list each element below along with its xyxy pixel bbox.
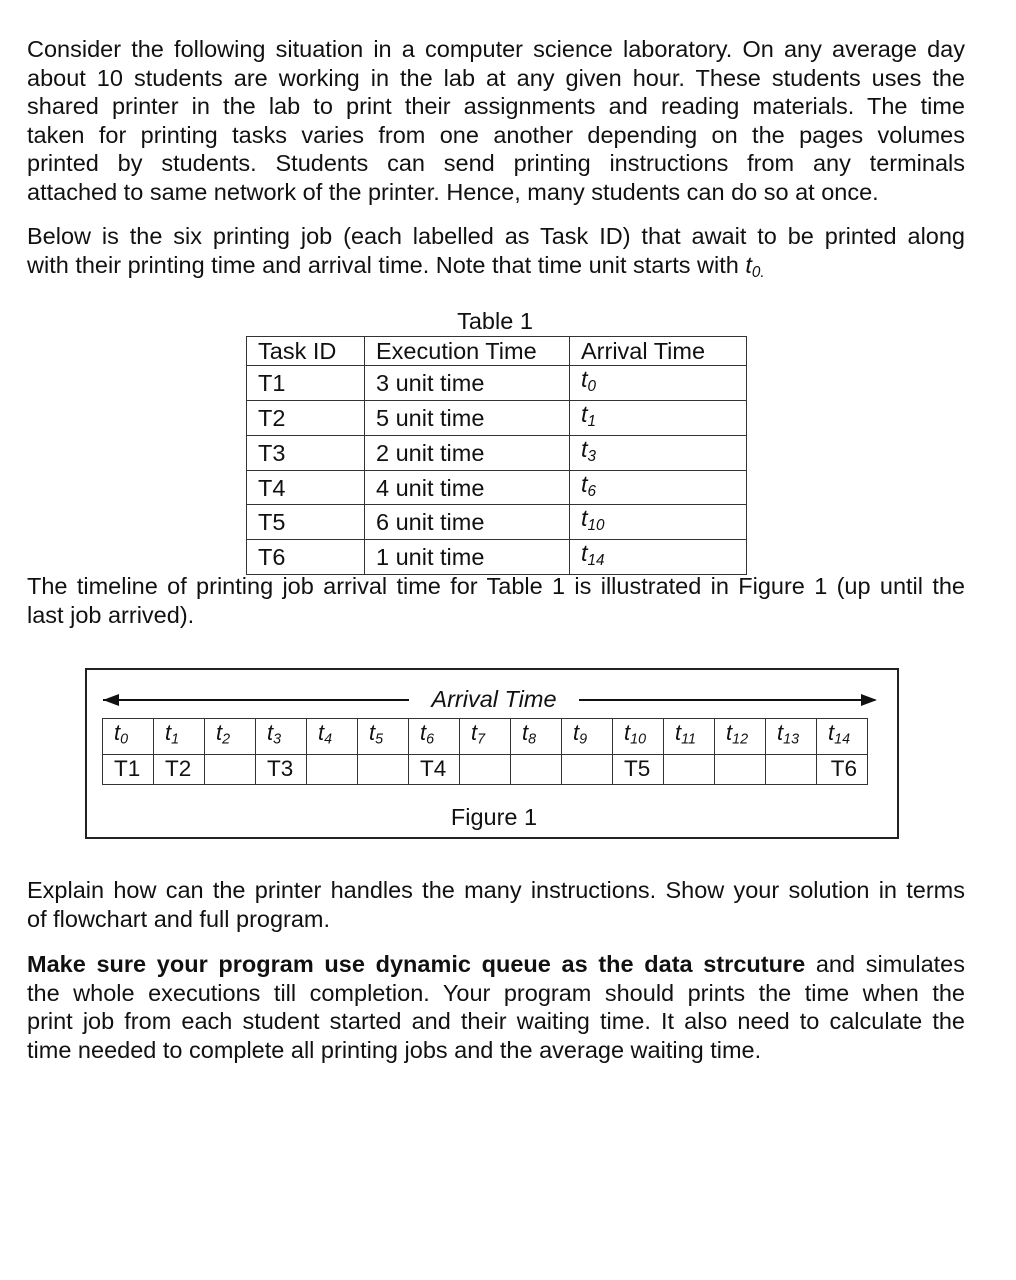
time-var: t <box>581 435 588 462</box>
time-subscript: 13 <box>783 731 800 748</box>
cell-task-id: T2 <box>247 401 365 436</box>
timeline-time-cell <box>817 719 868 755</box>
task-table <box>246 336 747 575</box>
time-var: t <box>828 720 835 745</box>
time-var: t <box>369 720 376 745</box>
timeline-job-cell <box>664 754 715 784</box>
cell-task-id: T4 <box>247 470 365 505</box>
time-subscript: 0. <box>751 263 765 281</box>
time-subscript: 1 <box>171 731 180 748</box>
time-var: t <box>216 720 223 745</box>
time-var: t <box>114 720 121 745</box>
timeline-job-cell <box>358 754 409 784</box>
text-line: taken for printing tasks varies from one another depending on the pages volumes <box>27 121 965 148</box>
timeline-job-cell: T5 <box>613 754 664 784</box>
time-var: t <box>522 720 529 745</box>
timeline-time-row <box>103 719 868 755</box>
timeline-time-cell <box>307 719 358 755</box>
time-var: t <box>267 720 274 745</box>
table-row <box>247 366 747 401</box>
cell-execution-time: 1 unit time <box>365 540 570 575</box>
time-var: t <box>581 401 588 427</box>
text-line: about 10 students are working in the lab at any given hour. These students uses the <box>27 64 965 91</box>
time-subscript: 11 <box>681 731 696 748</box>
timeline-job-cell: T4 <box>409 754 460 784</box>
timeline-time-cell <box>715 719 766 755</box>
cell-arrival-time <box>570 366 747 401</box>
time-subscript: 14 <box>587 552 605 570</box>
timeline-time-cell <box>103 719 154 755</box>
paragraph-question <box>27 876 965 933</box>
timeline-time-cell <box>205 719 256 755</box>
time-subscript: 10 <box>630 731 647 748</box>
cell-execution-time: 4 unit time <box>365 470 570 505</box>
time-subscript: 4 <box>324 731 333 748</box>
time-subscript: 12 <box>732 731 749 748</box>
cell-execution-time: 5 unit time <box>365 401 570 436</box>
text-line: print job from each student started and their waiting time. It also need to calculate the <box>27 1008 965 1035</box>
time-var: t <box>471 720 478 745</box>
timeline-job-cell <box>715 754 766 784</box>
time-var: t <box>581 505 588 532</box>
time-var: t <box>726 720 733 745</box>
time-var: t <box>318 720 325 745</box>
time-subscript: 3 <box>273 731 282 748</box>
text-line: last job arrived). <box>27 601 195 628</box>
time-subscript: 10 <box>587 517 605 535</box>
text-line: the whole executions till completion. Your program should prints the time when the <box>27 979 965 1006</box>
timeline-job-cell <box>766 754 817 784</box>
timeline-time-cell <box>256 719 307 755</box>
timeline-job-cell <box>562 754 613 784</box>
time-subscript: 0 <box>120 731 129 748</box>
time-var: t <box>165 720 172 745</box>
time-variable <box>745 251 765 281</box>
figure-timeline <box>85 668 899 839</box>
cell-execution-time: 6 unit time <box>365 505 570 540</box>
timeline-time-cell <box>664 719 715 755</box>
time-subscript: 14 <box>834 731 851 748</box>
time-subscript: 9 <box>579 731 588 748</box>
text-line: printed by students. Students can send printing instructions from any terminals <box>27 150 965 177</box>
timeline-time-cell <box>562 719 613 755</box>
text-line: shared printer in the lab to print their assignments and reading materials. The time <box>27 93 965 120</box>
cell-task-id: T1 <box>247 366 365 401</box>
cell-arrival-time <box>570 435 747 470</box>
table-row <box>247 470 747 505</box>
text-span: and simulates <box>805 951 965 977</box>
time-subscript: 1 <box>587 412 597 430</box>
bold-requirement: Make sure your program use dynamic queue as the data strcuture <box>27 951 806 977</box>
cell-arrival-time <box>570 470 747 505</box>
timeline-time-cell <box>766 719 817 755</box>
time-var: t <box>573 720 580 745</box>
cell-arrival-time <box>570 401 747 436</box>
cell-task-id: T5 <box>247 505 365 540</box>
cell-execution-time: 2 unit time <box>365 435 570 470</box>
time-subscript: 5 <box>375 731 384 748</box>
timeline-job-cell: T3 <box>256 754 307 784</box>
time-subscript: 2 <box>222 731 231 748</box>
table-title: Table 1 <box>457 308 533 334</box>
header-task-id: Task ID <box>247 337 365 366</box>
timeline-job-cell <box>205 754 256 784</box>
time-var: t <box>581 366 588 393</box>
arrival-time-label: Arrival Time <box>431 686 557 712</box>
timeline-job-cell: T6 <box>817 754 868 784</box>
figure-caption: Figure 1 <box>450 804 538 830</box>
time-subscript: 0 <box>587 378 597 395</box>
text-line <box>27 251 965 287</box>
cell-task-id: T3 <box>247 435 365 470</box>
time-var: t <box>745 251 752 278</box>
timeline-job-cell <box>511 754 562 784</box>
table-row <box>247 435 747 470</box>
timeline-time-cell <box>511 719 562 755</box>
timeline-job-cell <box>307 754 358 784</box>
text-span: with their printing time and arrival time. Note that time unit starts with <box>27 251 746 278</box>
cell-task-id: T6 <box>247 540 365 575</box>
header-arrival-time: Arrival Time <box>570 337 747 366</box>
table-row <box>247 401 747 436</box>
table-header-row <box>247 337 747 366</box>
time-subscript: 7 <box>477 731 486 748</box>
time-var: t <box>675 720 682 745</box>
time-var: t <box>581 470 588 497</box>
time-var: t <box>581 540 588 567</box>
text-line: The timeline of printing job arrival time for Table 1 is illustrated in Figure 1 (up until the <box>27 573 965 599</box>
text-line: Explain how can the printer handles the many instructions. Show your solution in terms <box>27 877 965 903</box>
timeline-time-cell <box>154 719 205 755</box>
text-line: time needed to complete all printing jobs and the average waiting time. <box>27 1036 762 1063</box>
text-line: Consider the following situation in a computer science laboratory. On any average day <box>27 36 965 62</box>
time-subscript: 6 <box>587 482 597 500</box>
time-subscript: 8 <box>528 731 537 748</box>
table-row <box>247 505 747 540</box>
timeline-table <box>102 718 868 785</box>
text-line: attached to same network of the printer. Hence, many students can do so at once. <box>27 178 879 205</box>
timeline-time-cell <box>358 719 409 755</box>
text-line <box>27 950 965 979</box>
paragraph-jobs <box>27 222 965 287</box>
timeline-job-cell: T1 <box>103 754 154 784</box>
time-var: t <box>777 720 784 745</box>
timeline-time-cell <box>409 719 460 755</box>
time-var: t <box>624 720 631 745</box>
task-table-body <box>247 337 747 575</box>
paragraph-timeline <box>27 572 965 629</box>
cell-arrival-time <box>570 505 747 540</box>
timeline-job-cell: T2 <box>154 754 205 784</box>
time-subscript: 3 <box>587 447 597 465</box>
header-execution-time: Execution Time <box>365 337 570 366</box>
cell-arrival-time <box>570 540 747 575</box>
timeline-job-row <box>103 754 868 784</box>
timeline-time-cell <box>613 719 664 755</box>
timeline-job-cell <box>460 754 511 784</box>
timeline-time-cell <box>460 719 511 755</box>
text-line: of flowchart and full program. <box>27 905 331 932</box>
paragraph-requirements <box>27 950 965 1064</box>
cell-execution-time: 3 unit time <box>365 366 570 401</box>
table-row <box>247 540 747 575</box>
paragraph-intro <box>27 35 965 207</box>
time-subscript: 6 <box>426 731 435 748</box>
time-var: t <box>420 720 427 745</box>
text-line: Below is the six printing job (each labelled as Task ID) that await to be printed along <box>27 223 965 249</box>
